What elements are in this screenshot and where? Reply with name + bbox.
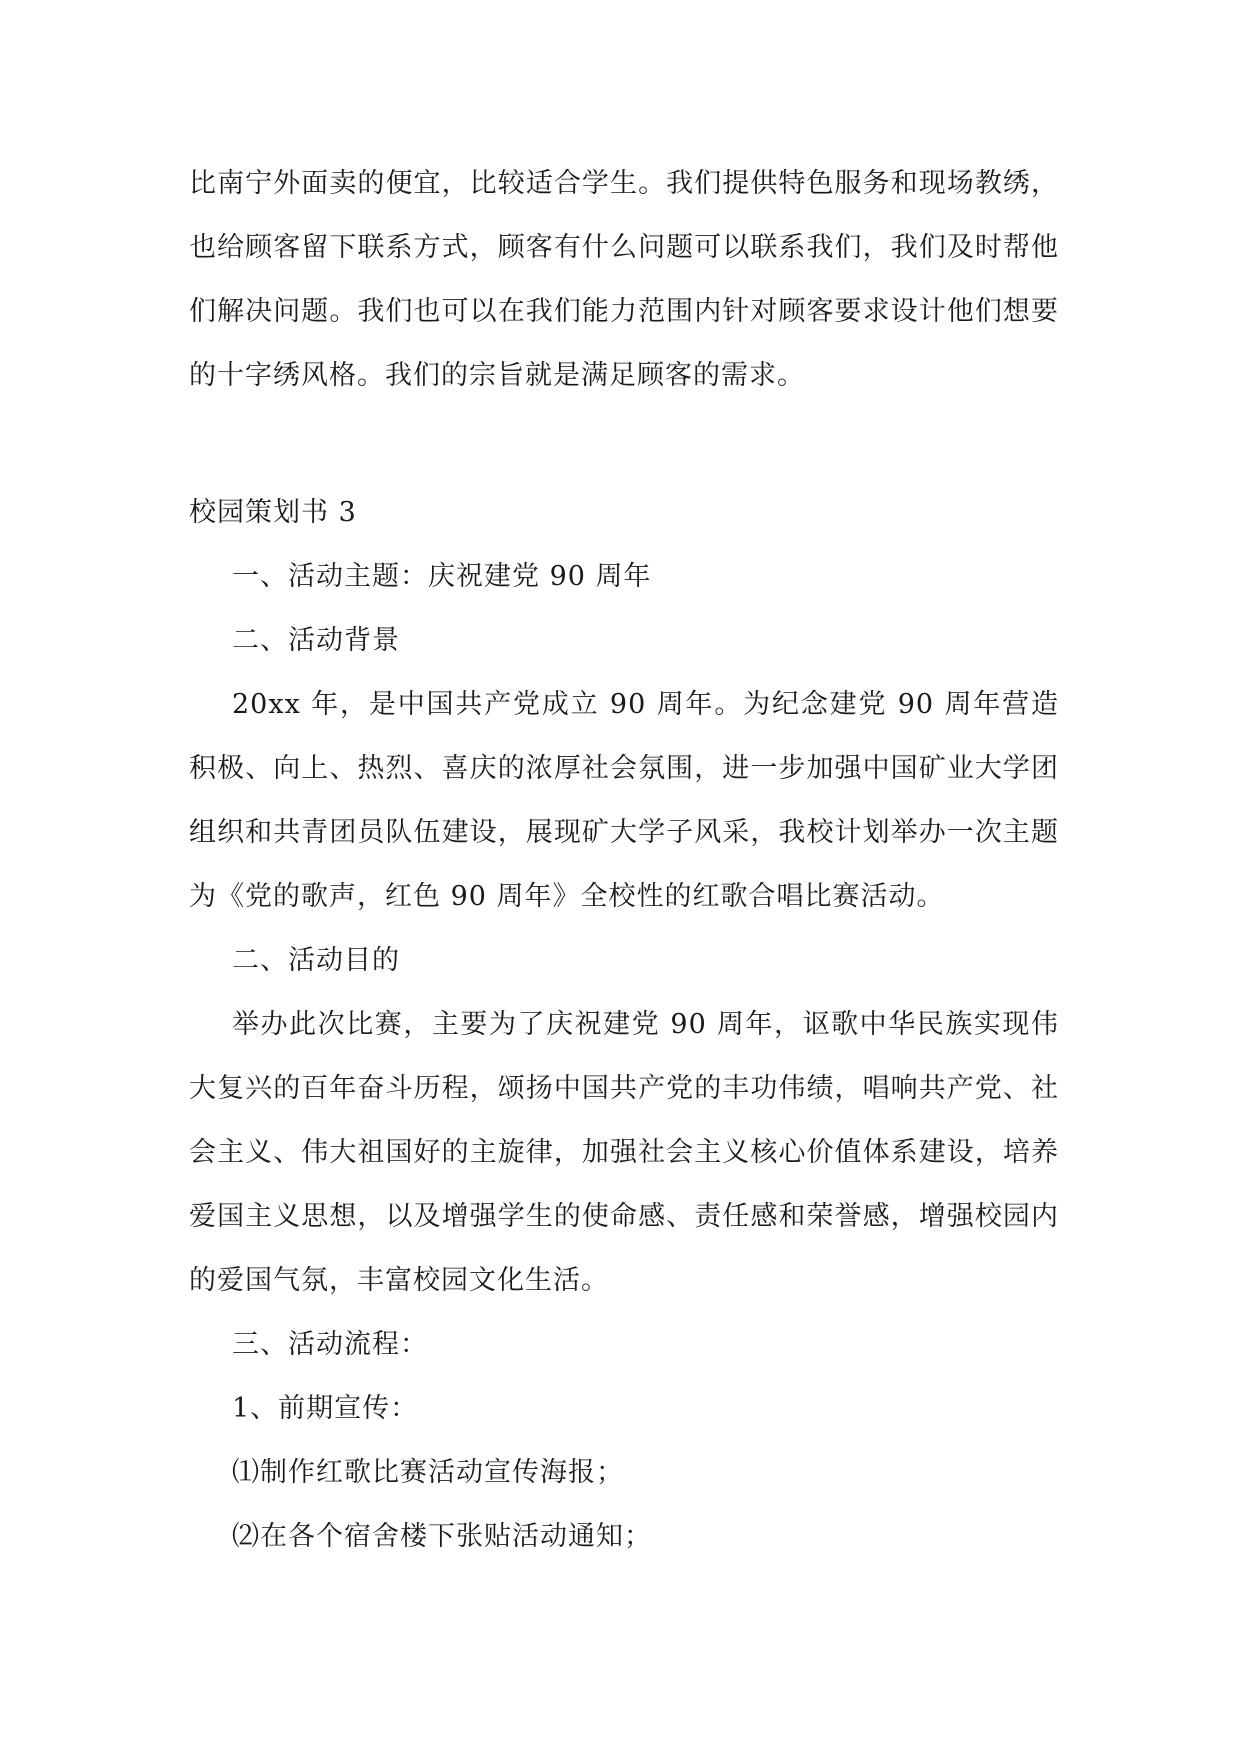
- heading-background: 二、活动背景: [232, 625, 400, 656]
- list-item: ⑴制作红歌比赛活动宣传海报；: [232, 1457, 624, 1488]
- heading-theme: 一、活动主题：庆祝建党 90 周年: [232, 561, 652, 592]
- intro-paragraph: 比南宁外面卖的便宜，比较适合学生。我们提供特色服务和现场教绣，也给顾客留下联系方式，顾客有什么问题可以联系我们，我们及时帮他们解决问题。我们也可以在我们能力范围内针对顾客要求设计他们想要的十字绣风格。我们的宗旨就是满足顾客的需求。: [189, 168, 1059, 391]
- heading-purpose: 二、活动目的: [232, 945, 400, 976]
- section-title: 校园策划书 3: [189, 497, 357, 528]
- background-paragraph: 20xx 年，是中国共产党成立 90 周年。为纪念建党 90 周年营造积极、向上、热烈、喜庆的浓厚社会氛围，进一步加强中国矿业大学团组织和共青团员队伍建设，展现矿大学子风采，我校计划举办一次主题为《党的歌声，红色 90 周年》全校性的红歌合唱比赛活动。: [189, 689, 1059, 912]
- heading-process: 三、活动流程：: [232, 1329, 428, 1360]
- list-item: ⑵在各个宿舍楼下张贴活动通知；: [232, 1521, 652, 1552]
- step-1: 1、前期宣传：: [232, 1393, 419, 1424]
- document-body: [189, 545, 1059, 1569]
- purpose-paragraph: 举办此次比赛，主要为了庆祝建党 90 周年，讴歌中华民族实现伟大复兴的百年奋斗历程，颂扬中国共产党的丰功伟绩，唱响共产党、社会主义、伟大祖国好的主旋律，加强社会主义核心价值体系建设，培养爱国主义思想，以及增强学生的使命感、责任感和荣誉感，增强校园内的爱国气氛，丰富校园文化生活。: [189, 1009, 1059, 1296]
